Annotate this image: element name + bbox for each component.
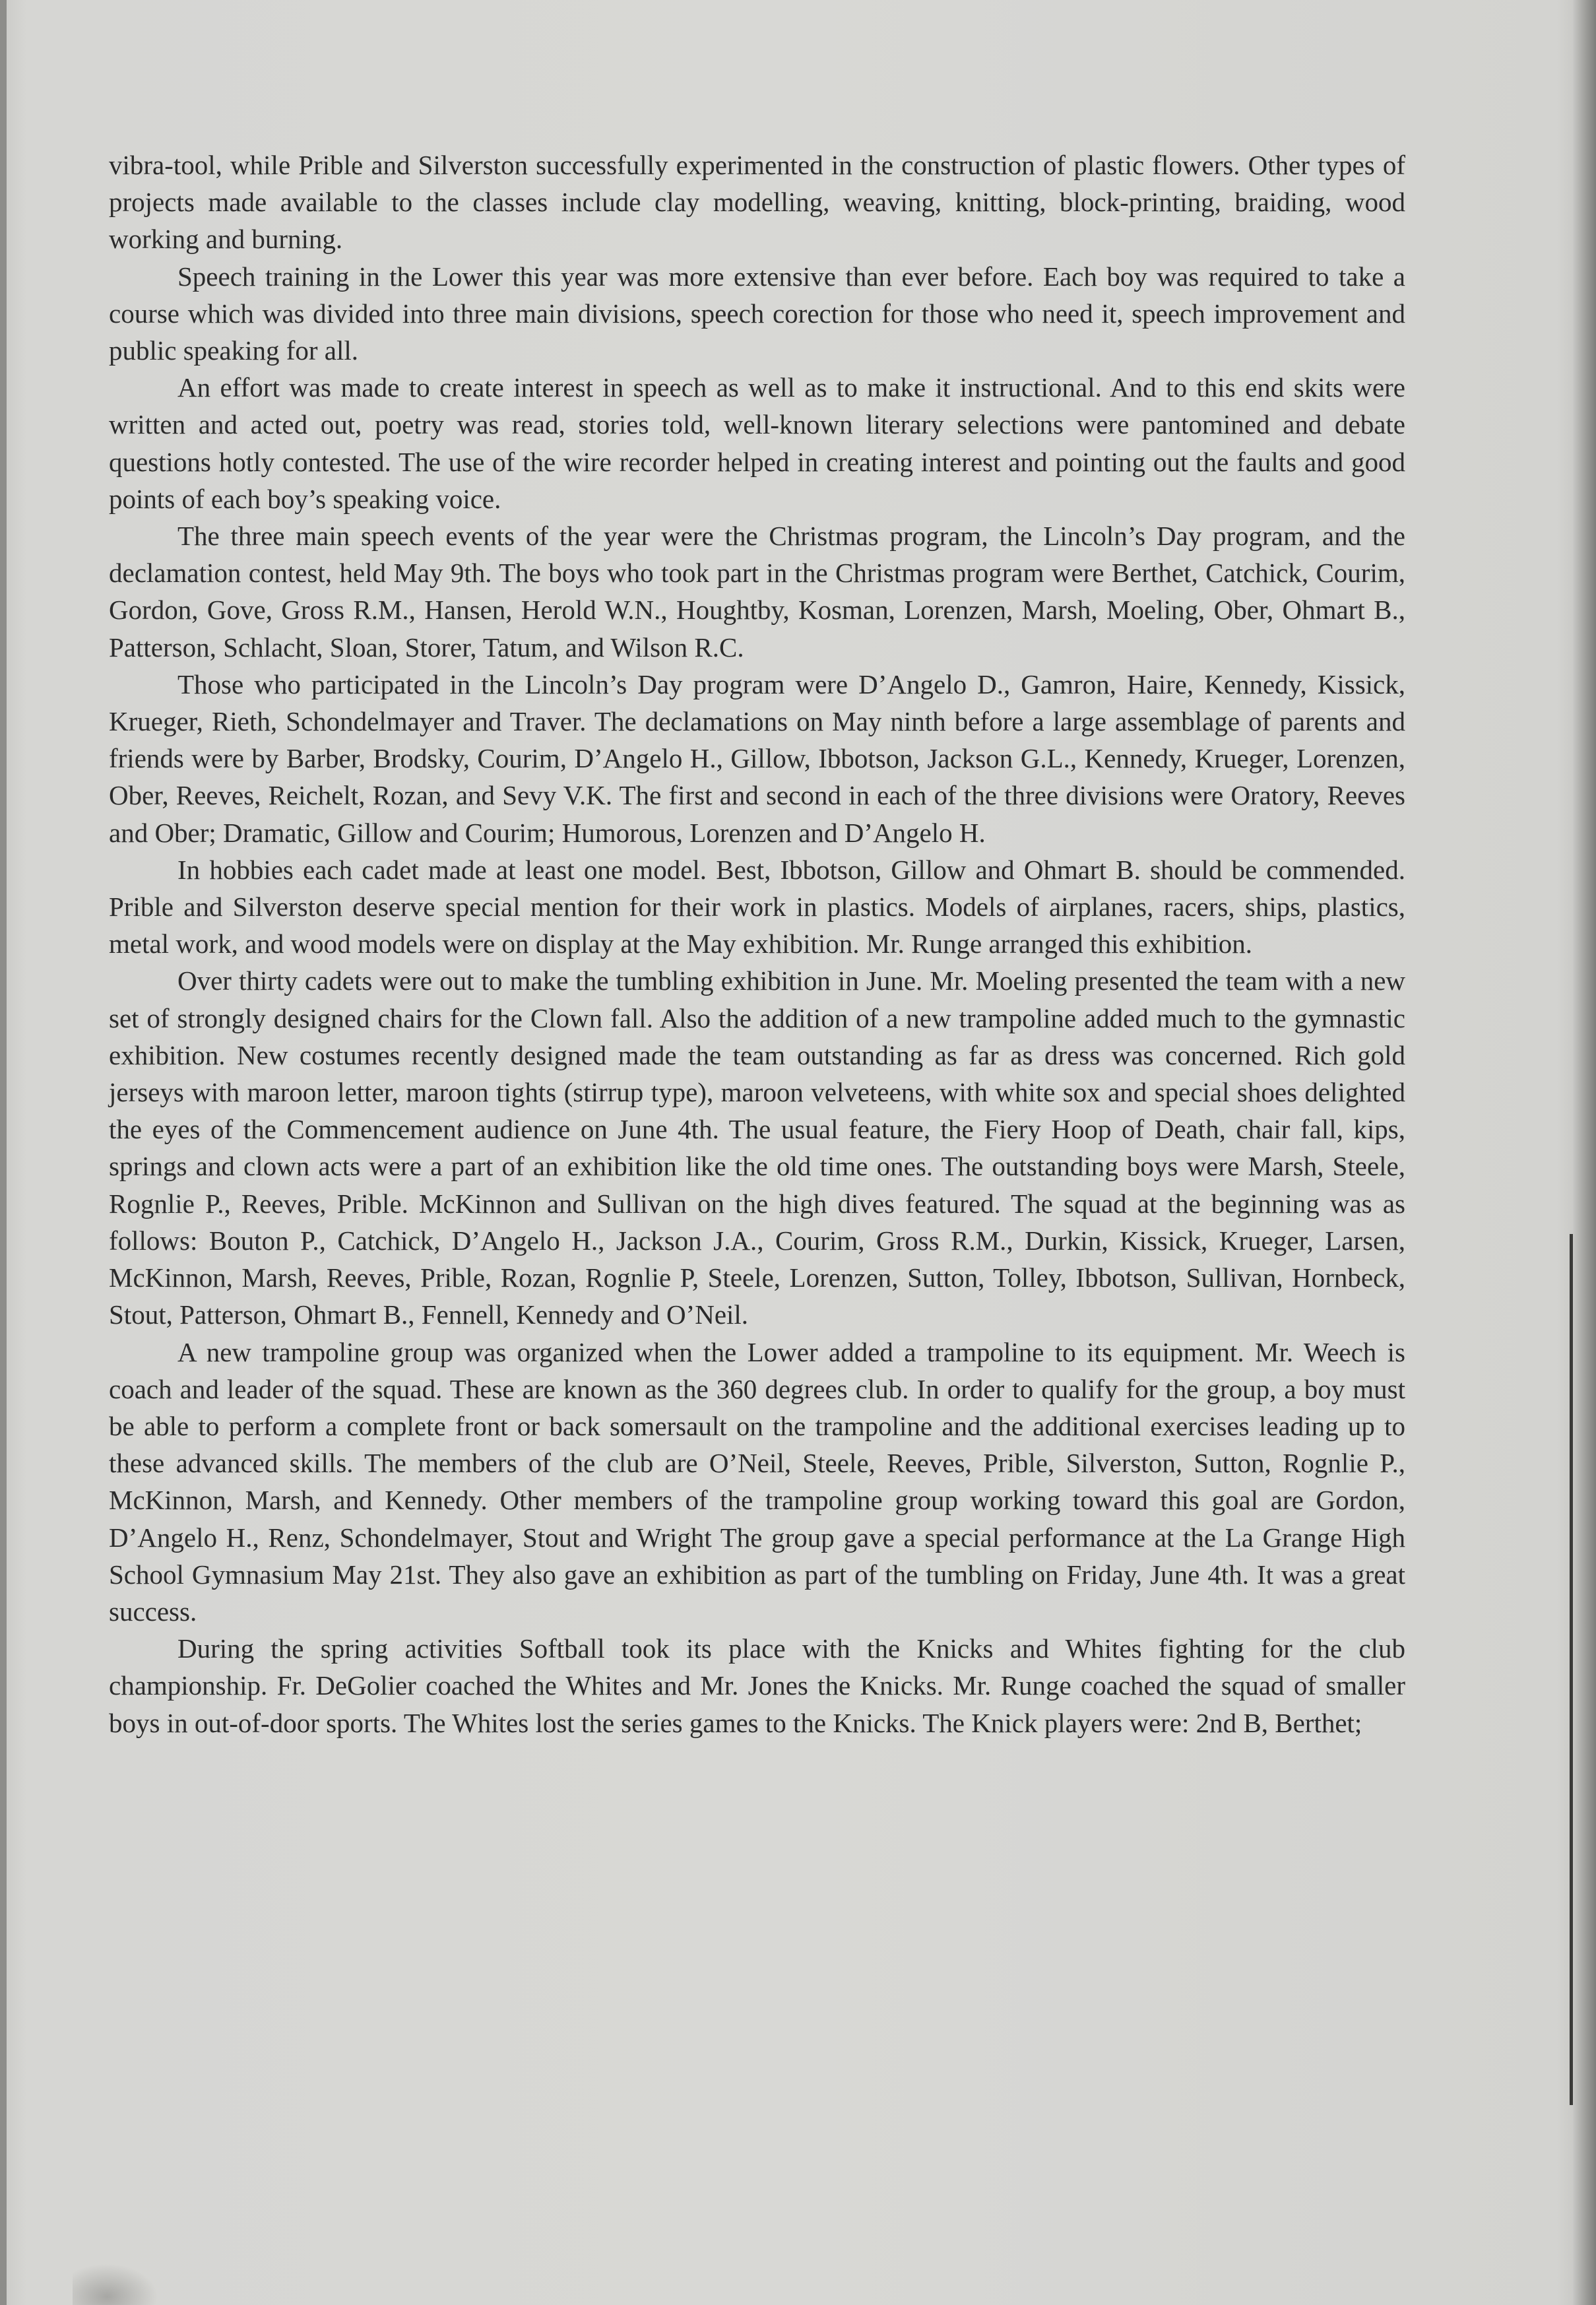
page-right-shadow-edge	[1573, 0, 1596, 2305]
article-body	[109, 146, 1405, 1741]
paragraph-speech-training: Speech training in the Lower this year was more extensive than ever before. Each boy was required to take a course which was divided into three main divisions, speech corection for those who need it, speech improvement and public speaking for all.	[109, 261, 1405, 366]
paragraph-continued: vibra-tool, while Prible and Silverston successfully experimented in the construction of plastic flowers. Other types of projects made available to the classes include clay modelling, weaving, knitting, block-printing, braiding, wood working and burning.	[109, 150, 1405, 255]
page-left-binding-edge	[0, 0, 7, 2305]
page-corner-smudge	[73, 2263, 158, 2305]
paragraph-hobbies: In hobbies each cadet made at least one model. Best, Ibbotson, Gillow and Ohmart B. should be commended. Prible and Silverston deserve special mention for their work in plastics. Models of airplanes, racers, ships, plastics, metal work, and wood models were on display at the May exhibition. Mr. Runge arranged this exhibition.	[109, 854, 1405, 959]
paragraph-lincolns-day: Those who participated in the Lincoln’s Day program were D’Angelo D., Gamron, Haire, Kennedy, Kissick, Krueger, Rieth, Schondelmayer and Traver. The declamations on May ninth before a large assemblage of parents and friends were by Barber, Brodsky, Courim, D’Angelo H., Gillow, Ibbotson, Jackson G.L., Kennedy, Krueger, Lorenzen, Ober, Reeves, Reichelt, Rozan, and Sevy V.K. The first and second in each of the three divisions were Oratory, Reeves and Ober; Dramatic, Gillow and Courim; Humorous, Lorenzen and D’Angelo H.	[109, 668, 1405, 848]
paragraph-tumbling: Over thirty cadets were out to make the tumbling exhibition in June. Mr. Moeling presented the team with a new set of strongly designed chairs for the Clown fall. Also the addition of a new trampoline added much to the gymnastic exhibition. New costumes recently designed made the team outstanding as far as dress was concerned. Rich gold jerseys with maroon letter, maroon tights (stirrup type), maroon velveteens, with white sox and special shoes delighted the eyes of the Commencement audience on June 4th. The usual feature, the Fiery Hoop of Death, chair fall, kips, springs and clown acts were a part of an exhibition like the old time ones. The outstanding boys were Marsh, Steele, Rognlie P., Reeves, Prible. McKinnon and Sullivan on the high dives featured. The squad at the beginning was as follows: Bouton P., Catchick, D’Angelo H., Jackson J.A., Courim, Gross R.M., Durkin, Kissick, Krueger, Larsen, McKinnon, Marsh, Reeves, Prible, Rozan, Rognlie P, Steele, Lorenzen, Sutton, Tolley, Ibbotson, Sullivan, Hornbeck, Stout, Patterson, Ohmart B., Fennell, Kennedy and O’Neil.	[109, 965, 1405, 1330]
paragraph-speech-events: The three main speech events of the year were the Christmas program, the Lincoln’s Day program, and the declamation contest, held May 9th. The boys who took part in the Christmas program were Berthet, Catchick, Courim, Gordon, Gove, Gross R.M., Hansen, Herold W.N., Houghtby, Kosman, Lorenzen, Marsh, Moeling, Ober, Ohmart B., Patterson, Schlacht, Sloan, Storer, Tatum, and Wilson R.C.	[109, 521, 1405, 663]
paragraph-softball: During the spring activities Softball took its place with the Knicks and Whites fighting for the club championship. Fr. DeGolier coached the Whites and Mr. Jones the Knicks. Mr. Runge coached the squad of smaller boys in out-of-door sports. The Whites lost the series games to the Knicks. The Knick players were: 2nd B, Berthet;	[109, 1633, 1405, 1738]
page-right-rule	[1570, 1234, 1573, 2105]
paragraph-trampoline-group: A new trampoline group was organized when the Lower added a trampoline to its equipment. Mr. Weech is coach and leader of the squad. These are known as the 360 degrees club. In order to qualify for the group, a boy must be able to perform a complete front or back somersault on the trampoline and the additional exercises leading up to these advanced skills. The members of the club are O’Neil, Steele, Reeves, Prible, Silverston, Sutton, Rognlie P., McKinnon, Marsh, and Kennedy. Other members of the trampoline group working toward this goal are Gordon, D’Angelo H., Renz, Schondelmayer, Stout and Wright The group gave a special performance at the La Grange High School Gymnasium May 21st. They also gave an exhibition as part of the tumbling on Friday, June 4th. It was a great success.	[109, 1336, 1405, 1627]
paragraph-speech-interest: An effort was made to create interest in speech as well as to make it instructional. And to this end skits were written and acted out, poetry was read, stories told, well-known literary selections were pantomined and debate questions hotly contested. The use of the wire recorder helped in creating interest and pointing out the faults and good points of each boy’s speaking voice.	[109, 372, 1405, 514]
